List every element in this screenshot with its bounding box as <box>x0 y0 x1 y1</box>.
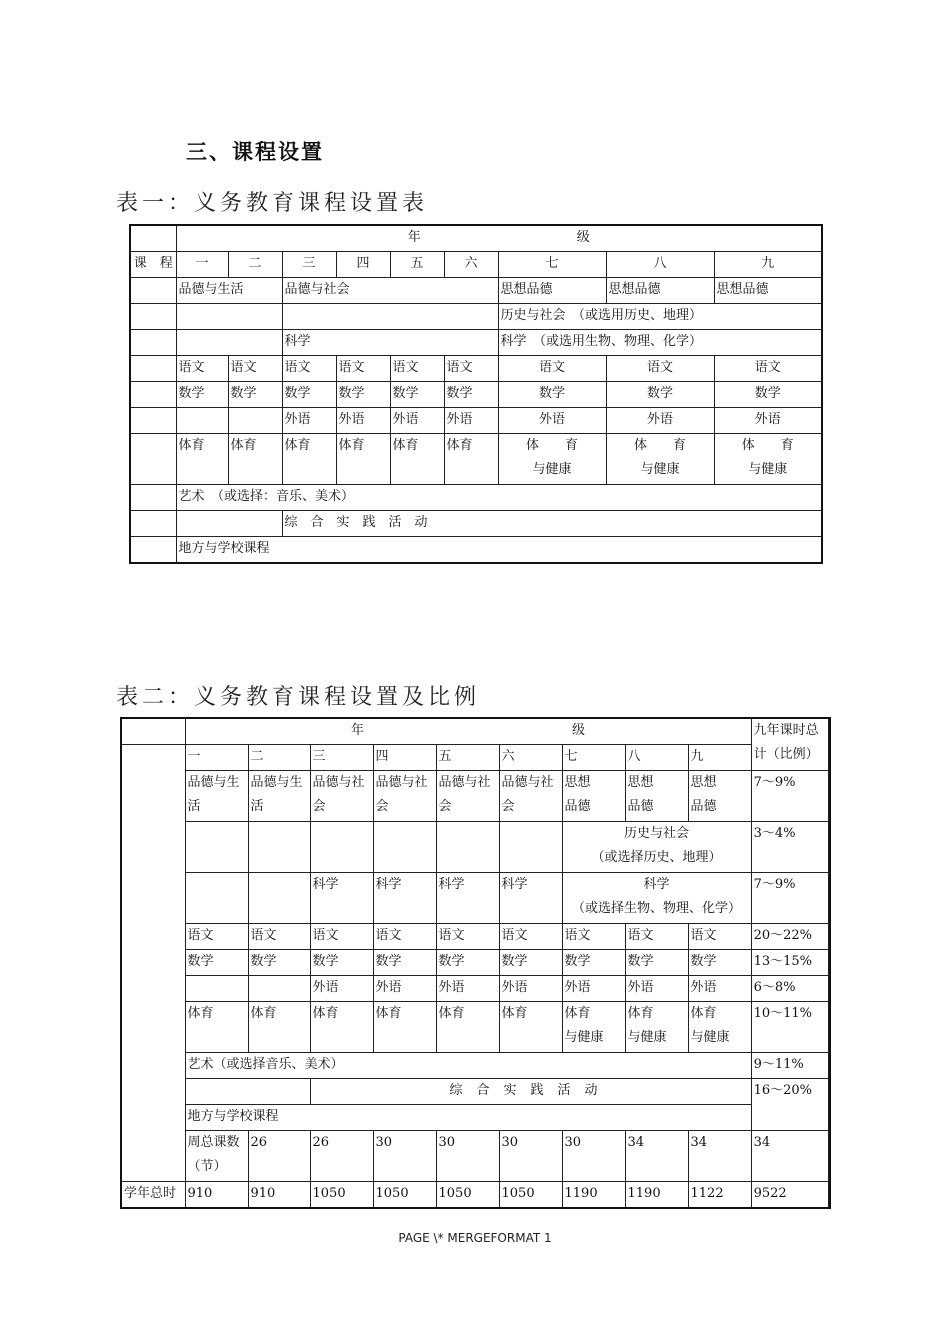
table-cell <box>625 771 688 822</box>
table-cell: 历史与社会 （或选用历史、地理） <box>498 304 822 330</box>
ratio-cell: 9～11% <box>751 1053 828 1079</box>
table-cell: 外语 <box>688 976 751 1002</box>
table-cell: 外语 <box>444 408 498 434</box>
table2-caption: 表二：义务教育课程设置及比例 <box>116 685 481 710</box>
table-row <box>130 511 822 537</box>
table-cell: 品德与社会 <box>436 771 499 822</box>
table-row <box>130 382 822 408</box>
table-cell: 1050 <box>436 1182 499 1209</box>
table-cell: 数学 <box>282 382 336 408</box>
table-cell: 体育 <box>228 434 282 485</box>
table-row <box>130 408 822 434</box>
table-cell: 语文 <box>444 356 498 382</box>
table-cell <box>121 745 185 1182</box>
table-cell: 语文 <box>499 924 562 950</box>
table-cell <box>121 718 185 745</box>
table-cell: 科学 <box>310 873 373 924</box>
table-cell <box>130 278 176 304</box>
page-footer: PAGE \* MERGEFORMAT 1 <box>398 1231 552 1245</box>
cell-text: （或选择历史、地理） <box>591 850 722 865</box>
table-row <box>130 330 822 356</box>
table-cell <box>606 434 714 485</box>
table-cell: 外语 <box>373 976 436 1002</box>
table-cell: 科学 <box>436 873 499 924</box>
grade-cell: 二 <box>228 252 282 278</box>
table-cell <box>130 225 176 252</box>
table-cell <box>248 976 310 1002</box>
cell-text: 体育 <box>627 1006 654 1021</box>
table-cell: 1050 <box>499 1182 562 1209</box>
table-row <box>130 434 822 485</box>
table-cell: 语文 <box>436 924 499 950</box>
table-cell: 外语 <box>336 408 390 434</box>
table-cell: 科学 <box>373 873 436 924</box>
table-cell <box>130 511 176 537</box>
table-cell <box>176 304 282 330</box>
pe-line: 体 育 <box>525 438 578 453</box>
table-cell <box>228 408 282 434</box>
table-cell: 思想品德 <box>606 278 714 304</box>
ratio-cell: 10～11% <box>751 1002 828 1053</box>
table-cell: 外语 <box>562 976 625 1002</box>
table-cell: 品德与社会 <box>310 771 373 822</box>
cell-text: 与健康 <box>564 1030 604 1045</box>
table-row <box>130 304 822 330</box>
table-row <box>121 950 830 976</box>
grade-cell: 一 <box>176 252 228 278</box>
table-cell: 数学 <box>436 950 499 976</box>
table-cell: 体育 <box>176 434 228 485</box>
table-cell <box>130 356 176 382</box>
table-row <box>130 278 822 304</box>
table-cell: 综合实践活动 <box>310 1079 751 1105</box>
table-cell <box>436 822 499 873</box>
table-cell <box>130 408 176 434</box>
table-cell <box>499 822 562 873</box>
pe-line: 与健康 <box>748 462 788 477</box>
table-cell <box>310 822 373 873</box>
table-row <box>130 537 822 564</box>
table-cell: 数学 <box>688 950 751 976</box>
table-cell: 语文 <box>562 924 625 950</box>
table-cell: 语文 <box>498 356 606 382</box>
table-row <box>130 485 822 511</box>
table-cell: 数学 <box>336 382 390 408</box>
table-cell: 数学 <box>444 382 498 408</box>
table-cell: 外语 <box>498 408 606 434</box>
table-cell: 科学 （或选用生物、物理、化学） <box>498 330 822 356</box>
table-row <box>121 924 830 950</box>
table-row <box>121 1053 830 1079</box>
table-cell: 数学 <box>176 382 228 408</box>
table-cell: 数学 <box>606 382 714 408</box>
table-cell: 思想品德 <box>714 278 822 304</box>
grade-header: 年 级 <box>176 225 822 252</box>
grade-cell: 一 <box>185 745 248 771</box>
grade-cell: 四 <box>336 252 390 278</box>
table-cell: 数学 <box>310 950 373 976</box>
table-cell: 艺术（或选择音乐、美术） <box>185 1053 751 1079</box>
table-cell: 品德与社会 <box>373 771 436 822</box>
table-cell: 外语 <box>282 408 336 434</box>
cell-text: 历史与社会 <box>624 826 690 841</box>
table-cell: 外语 <box>436 976 499 1002</box>
grade-cell: 七 <box>498 252 606 278</box>
table-row <box>121 718 830 745</box>
table-cell: 语文 <box>606 356 714 382</box>
table-cell: 语文 <box>336 356 390 382</box>
table-cell: 语文 <box>282 356 336 382</box>
table-cell: 语文 <box>228 356 282 382</box>
table-cell: 30 <box>562 1131 625 1182</box>
grade-cell: 六 <box>499 745 562 771</box>
table-cell: 34 <box>751 1131 828 1182</box>
table-cell: 品德与生活 <box>176 278 282 304</box>
table-cell: 品德与社会 <box>499 771 562 822</box>
table-cell: 地方与学校课程 <box>176 537 822 564</box>
table-cell: 体育 <box>282 434 336 485</box>
table-cell: 体育 <box>436 1002 499 1053</box>
ratio-cell: 3～4% <box>751 822 828 873</box>
table-cell: 1190 <box>562 1182 625 1209</box>
table-row <box>121 745 830 771</box>
table-cell: 数学 <box>498 382 606 408</box>
cell-text: 思想品德 <box>627 775 654 814</box>
table-cell <box>562 873 751 924</box>
table-cell: 体育 <box>185 1002 248 1053</box>
table-cell: 数学 <box>228 382 282 408</box>
ratio-cell: 20～22% <box>751 924 828 950</box>
table-cell: 科学 <box>282 330 498 356</box>
course-header: 课 程 <box>130 252 176 278</box>
table-row <box>121 1131 830 1182</box>
table-cell: 艺术 （或选择：音乐、美术） <box>176 485 822 511</box>
grade-cell: 九 <box>688 745 751 771</box>
table-cell: 1050 <box>310 1182 373 1209</box>
ratio-cell: 7～9% <box>751 873 828 924</box>
table-row <box>121 1105 830 1131</box>
table-cell <box>248 873 310 924</box>
table-cell <box>688 1002 751 1053</box>
table-cell: 910 <box>185 1182 248 1209</box>
table-cell: 1190 <box>625 1182 688 1209</box>
grade-cell: 二 <box>248 745 310 771</box>
table-row <box>121 1079 830 1105</box>
cell-text: 思想品德 <box>564 775 591 814</box>
table-cell: 外语 <box>310 976 373 1002</box>
table-cell: 外语 <box>390 408 444 434</box>
table-cell: 34 <box>688 1131 751 1182</box>
table-cell <box>562 1002 625 1053</box>
cell-text: 与健康 <box>690 1030 730 1045</box>
table-cell <box>373 822 436 873</box>
table-row <box>121 873 830 924</box>
grade-cell: 三 <box>282 252 336 278</box>
grade-cell: 五 <box>436 745 499 771</box>
table-cell: 品德与生活 <box>248 771 310 822</box>
pe-line: 与健康 <box>532 462 572 477</box>
table-cell: 34 <box>625 1131 688 1182</box>
cell-text: 科学 <box>643 877 670 892</box>
table-cell <box>282 304 498 330</box>
table-cell <box>130 382 176 408</box>
table-cell <box>130 330 176 356</box>
grade-cell: 九 <box>714 252 822 278</box>
table-cell: 语文 <box>310 924 373 950</box>
table-cell: 外语 <box>625 976 688 1002</box>
ratio-cell: 13～15% <box>751 950 828 976</box>
grade-cell: 八 <box>606 252 714 278</box>
table-cell: 26 <box>248 1131 310 1182</box>
grade-cell: 四 <box>373 745 436 771</box>
table-cell <box>185 976 248 1002</box>
table-cell: 语文 <box>176 356 228 382</box>
pe-line: 与健康 <box>640 462 680 477</box>
pe-line: 体 育 <box>633 438 686 453</box>
curriculum-table-2 <box>120 717 831 1209</box>
table-cell: 30 <box>499 1131 562 1182</box>
table-row <box>130 252 822 278</box>
table-cell: 26 <box>310 1131 373 1182</box>
table-cell <box>185 1079 310 1105</box>
table-cell <box>130 485 176 511</box>
table1-caption: 表一：义务教育课程设置表 <box>116 191 429 216</box>
table-cell: 品德与生活 <box>185 771 248 822</box>
table-cell: 体育 <box>336 434 390 485</box>
grade-cell: 六 <box>444 252 498 278</box>
grade-header: 年 级 <box>185 718 751 745</box>
table-cell <box>176 511 282 537</box>
table-cell: 数学 <box>390 382 444 408</box>
cell-text: （或选择生物、物理、化学） <box>572 901 742 916</box>
table-cell: 9522 <box>751 1182 828 1209</box>
table-cell: 地方与学校课程 <box>185 1105 751 1131</box>
table-cell: 品德与社会 <box>282 278 498 304</box>
table-row <box>121 771 830 822</box>
ratio-cell: 16～20% <box>751 1079 828 1131</box>
table-cell: 30 <box>436 1131 499 1182</box>
table-row <box>130 225 822 252</box>
table-row <box>121 976 830 1002</box>
table-row <box>121 1002 830 1053</box>
row-label: 学年总时 <box>121 1182 185 1209</box>
table-cell <box>185 822 248 873</box>
table-cell <box>248 822 310 873</box>
cell-text: 思想品德 <box>690 775 717 814</box>
table-cell: 数学 <box>248 950 310 976</box>
table-cell <box>714 434 822 485</box>
table-cell: 数学 <box>185 950 248 976</box>
table-cell <box>130 434 176 485</box>
table-cell <box>562 771 625 822</box>
grade-cell: 三 <box>310 745 373 771</box>
grade-cell: 七 <box>562 745 625 771</box>
total-header: 九年课时总计（比例） <box>751 718 828 771</box>
table-cell: 1122 <box>688 1182 751 1209</box>
table-cell <box>688 771 751 822</box>
table-cell: 数学 <box>625 950 688 976</box>
table-cell: 外语 <box>714 408 822 434</box>
table-cell: 体育 <box>248 1002 310 1053</box>
table-cell: 体育 <box>390 434 444 485</box>
table-cell: 外语 <box>499 976 562 1002</box>
table-cell <box>176 408 228 434</box>
ratio-cell: 6～8% <box>751 976 828 1002</box>
table-cell: 语文 <box>248 924 310 950</box>
table-cell <box>498 434 606 485</box>
table-cell <box>828 1131 830 1182</box>
table-cell: 数学 <box>373 950 436 976</box>
grade-cell: 五 <box>390 252 444 278</box>
table-cell: 语文 <box>373 924 436 950</box>
table-cell <box>176 330 282 356</box>
table-cell: 30 <box>373 1131 436 1182</box>
pe-line: 体 育 <box>741 438 794 453</box>
table-cell: 数学 <box>499 950 562 976</box>
section-title: 三、课程设置 <box>186 139 324 164</box>
table-cell: 语文 <box>714 356 822 382</box>
table-cell: 科学 <box>499 873 562 924</box>
table-cell: 外语 <box>606 408 714 434</box>
table-row <box>121 822 830 873</box>
table-cell: 思想品德 <box>498 278 606 304</box>
curriculum-table-1 <box>129 224 823 564</box>
table-cell <box>185 873 248 924</box>
grade-cell: 八 <box>625 745 688 771</box>
table-cell: 语文 <box>390 356 444 382</box>
table-cell: 数学 <box>714 382 822 408</box>
table-cell: 语文 <box>625 924 688 950</box>
table-cell <box>130 304 176 330</box>
table-row <box>121 1182 830 1209</box>
table-row <box>130 356 822 382</box>
table-cell: 1050 <box>373 1182 436 1209</box>
ratio-cell: 7～9% <box>751 771 828 822</box>
table-cell: 数学 <box>562 950 625 976</box>
table-cell: 体育 <box>444 434 498 485</box>
table-cell: 体育 <box>499 1002 562 1053</box>
table-cell <box>562 822 751 873</box>
table-cell: 综 合 实 践 活 动 <box>282 511 822 537</box>
cell-text: 体育 <box>690 1006 717 1021</box>
table-cell <box>130 537 176 564</box>
cell-text: 与健康 <box>627 1030 667 1045</box>
table-cell: 910 <box>248 1182 310 1209</box>
table-cell <box>625 1002 688 1053</box>
table-cell: 体育 <box>373 1002 436 1053</box>
table-cell: 语文 <box>185 924 248 950</box>
table-cell: 语文 <box>688 924 751 950</box>
cell-text: 体育 <box>564 1006 591 1021</box>
row-label: 周总课数（节） <box>185 1131 248 1182</box>
table-cell: 体育 <box>310 1002 373 1053</box>
